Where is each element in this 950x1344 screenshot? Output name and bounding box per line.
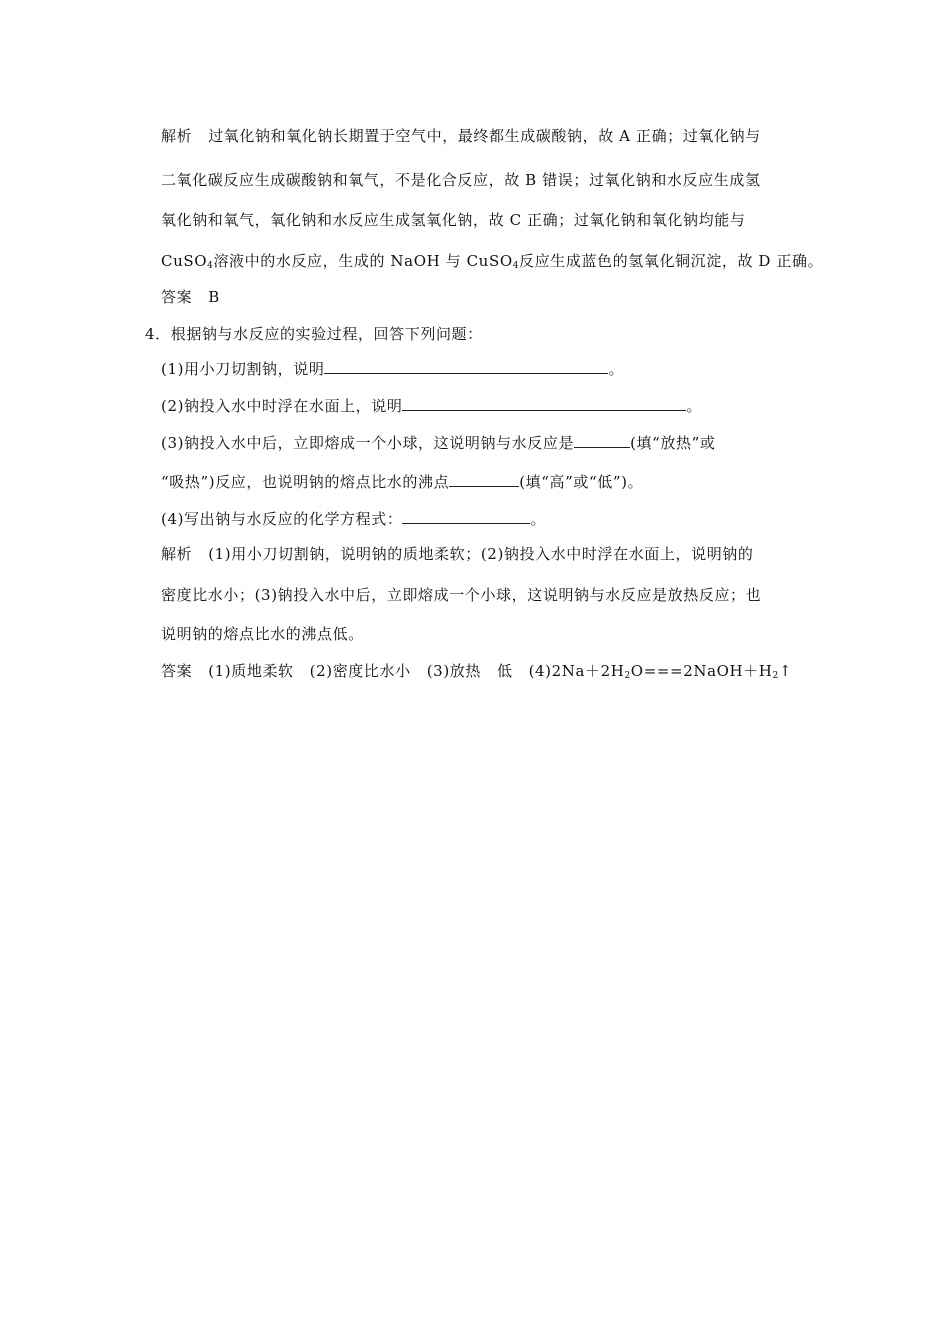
analysis-text: 氧化钠和氧气，氧化钠和水反应生成氢氧化钠，故 C 正确；过氧化钠和氧化钠均能与 bbox=[161, 211, 746, 229]
analysis-text: 密度比水小；(3)钠投入水中后，立即熔成一个小球，这说明钠与水反应是放热反应；也 bbox=[161, 586, 762, 604]
analysis-4-line-3 bbox=[161, 624, 364, 644]
subscript: 4 bbox=[512, 261, 520, 271]
question-4-part-4 bbox=[161, 509, 546, 529]
analysis-3-line-3 bbox=[161, 210, 745, 230]
question-text: (2)钠投入水中时浮在水面上，说明 bbox=[161, 397, 403, 415]
analysis-3-line-1 bbox=[161, 126, 761, 146]
question-text: (4)写出钠与水反应的化学方程式： bbox=[161, 510, 403, 528]
subscript: 2 bbox=[624, 671, 631, 681]
question-4-part-1 bbox=[161, 359, 624, 379]
question-text: 4．根据钠与水反应的实验过程，回答下列问题： bbox=[145, 325, 483, 343]
question-text: 。 bbox=[608, 360, 625, 378]
question-4-part-2 bbox=[161, 396, 702, 416]
analysis-text: 过氧化钠和氧化钠长期置于空气中，最终都生成碳酸钠，故 A 正确；过氧化钠与 bbox=[208, 127, 761, 145]
analysis-4-line-2 bbox=[161, 585, 761, 605]
answer-blank[interactable] bbox=[324, 359, 608, 374]
answer-blank[interactable] bbox=[574, 433, 630, 448]
answer-blank[interactable] bbox=[402, 509, 530, 524]
answer-4 bbox=[161, 661, 792, 681]
gas-arrow: ↑ bbox=[778, 662, 792, 680]
analysis-text: 反应生成蓝色的氢氧化铜沉淀，故 D 正确。 bbox=[519, 252, 824, 270]
answer-blank[interactable] bbox=[402, 396, 686, 411]
answer-part: (1)质地柔软 bbox=[208, 662, 294, 680]
question-text: (填“高”或“低”)。 bbox=[519, 473, 644, 491]
answer-value: B bbox=[208, 288, 220, 306]
question-4-part-3-line-2 bbox=[161, 472, 643, 492]
answer-label: 答案 bbox=[161, 662, 193, 680]
answer-part: (3)放热 bbox=[426, 662, 481, 680]
question-text: 。 bbox=[530, 510, 547, 528]
analysis-4-line-1 bbox=[161, 544, 754, 564]
answer-equation bbox=[529, 662, 792, 680]
answer-blank[interactable] bbox=[449, 472, 519, 487]
question-4-stem bbox=[145, 324, 483, 344]
analysis-text: (1)用小刀切割钠，说明钠的质地柔软；(2)钠投入水中时浮在水面上，说明钠的 bbox=[208, 545, 754, 563]
answer-part: (2)密度比水小 bbox=[309, 662, 411, 680]
analysis-3-line-2 bbox=[161, 170, 761, 190]
question-text: 。 bbox=[686, 397, 703, 415]
analysis-text: CuSO bbox=[161, 252, 208, 270]
question-text: (3)钠投入水中后，立即熔成一个小球，这说明钠与水反应是 bbox=[161, 434, 575, 452]
analysis-3-line-4 bbox=[161, 251, 823, 271]
question-4-part-3-line-1 bbox=[161, 433, 715, 453]
answer-label: 答案 bbox=[161, 288, 193, 306]
answer-part: 低 bbox=[496, 662, 513, 680]
analysis-text: 溶液中的水反应，生成的 NaOH 与 CuSO bbox=[213, 252, 513, 270]
analysis-text: 说明钠的熔点比水的沸点低。 bbox=[161, 625, 364, 643]
answer-3 bbox=[161, 287, 220, 307]
subscript: 4 bbox=[207, 261, 214, 271]
equation-text: (4)2Na＋2H bbox=[528, 662, 625, 680]
analysis-label: 解析 bbox=[161, 127, 193, 145]
question-text: “吸热”)反应，也说明钠的熔点比水的沸点 bbox=[161, 473, 450, 491]
question-text: (填“放热”或 bbox=[630, 434, 716, 452]
equation-text: O===2NaOH＋H bbox=[630, 662, 773, 680]
subscript: 2 bbox=[772, 671, 779, 681]
question-text: (1)用小刀切割钠，说明 bbox=[161, 360, 325, 378]
analysis-text: 二氧化碳反应生成碳酸钠和氧气，不是化合反应，故 B 错误；过氧化钠和水反应生成氢 bbox=[161, 171, 761, 189]
analysis-label: 解析 bbox=[161, 545, 193, 563]
